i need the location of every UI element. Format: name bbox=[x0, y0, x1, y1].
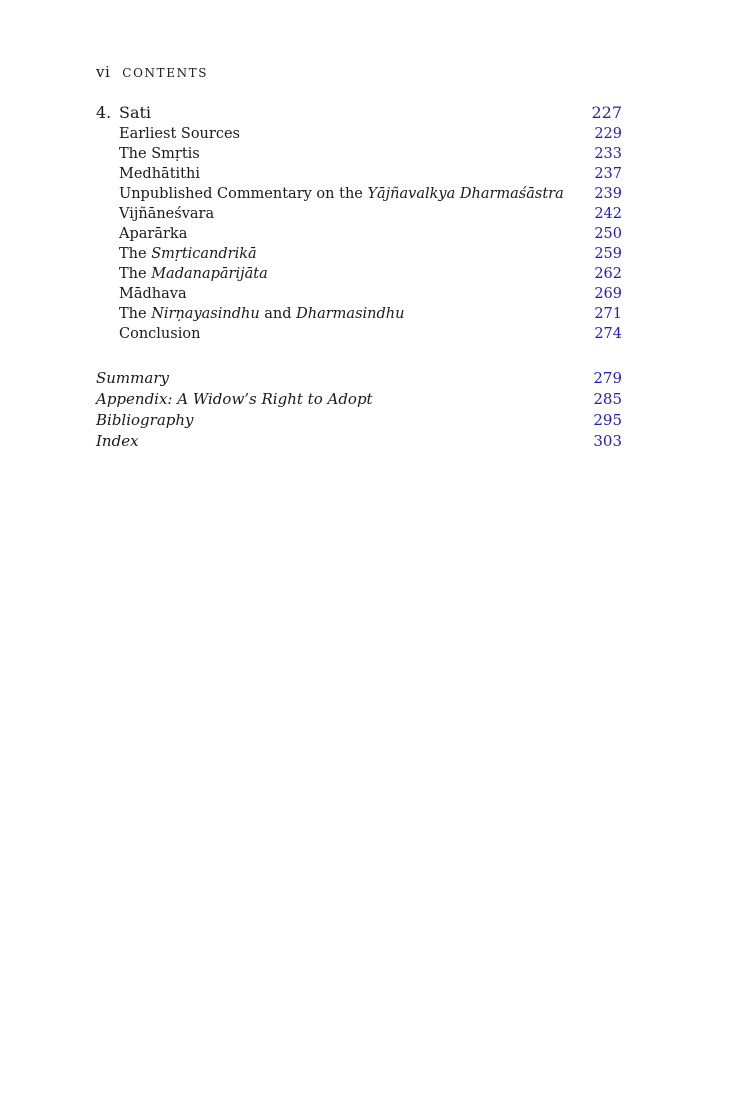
section-title-part: The Smṛtis bbox=[119, 146, 200, 162]
back-matter-title: Appendix: A Widow’s Right to Adopt bbox=[96, 390, 373, 408]
section-title bbox=[119, 146, 200, 162]
toc-section-entry[interactable] bbox=[96, 184, 622, 204]
section-title-italic-part: Yājñavalkya Dharmaśāstra bbox=[367, 186, 564, 202]
toc-back-matter-entry[interactable] bbox=[96, 431, 622, 452]
back-matter-page-link[interactable]: 295 bbox=[593, 411, 622, 429]
section-page-link[interactable]: 274 bbox=[594, 326, 622, 342]
section-title bbox=[119, 206, 214, 222]
section-title bbox=[119, 226, 187, 242]
toc-section-entry[interactable] bbox=[96, 144, 622, 164]
back-matter-title: Summary bbox=[96, 369, 169, 387]
toc-section-entry[interactable] bbox=[96, 164, 622, 184]
chapter-page-link[interactable]: 227 bbox=[591, 103, 622, 122]
toc-section-entry[interactable] bbox=[96, 264, 622, 284]
table-of-contents bbox=[96, 102, 622, 452]
section-page-link[interactable]: 262 bbox=[594, 266, 622, 282]
back-matter-page-link[interactable]: 303 bbox=[593, 432, 622, 450]
section-page-link[interactable]: 259 bbox=[594, 246, 622, 262]
toc-section-entry[interactable] bbox=[96, 204, 622, 224]
section-title bbox=[119, 286, 187, 302]
toc-section-entry[interactable] bbox=[96, 124, 622, 144]
running-head bbox=[96, 63, 208, 82]
section-title-part: The bbox=[119, 246, 152, 262]
section-title bbox=[119, 306, 404, 322]
toc-section-list bbox=[96, 124, 622, 344]
section-page-link[interactable]: 242 bbox=[594, 206, 622, 222]
section-page-link[interactable]: 233 bbox=[594, 146, 622, 162]
section-title-italic-part: Nirṇayasindhu bbox=[151, 306, 260, 322]
toc-section-entry[interactable] bbox=[96, 244, 622, 264]
section-page-link[interactable]: 229 bbox=[594, 126, 622, 142]
section-title bbox=[119, 326, 200, 342]
back-matter-title: Bibliography bbox=[96, 411, 194, 429]
section-title-italic-part: Dharmasindhu bbox=[296, 306, 405, 322]
toc-section-entry[interactable] bbox=[96, 284, 622, 304]
page-folio: vi bbox=[96, 63, 111, 81]
section-title bbox=[119, 186, 564, 202]
toc-back-matter-entry[interactable] bbox=[96, 410, 622, 431]
back-matter-title: Index bbox=[96, 432, 139, 450]
toc-section-entry[interactable] bbox=[96, 324, 622, 344]
section-title-part: Medhātithi bbox=[119, 166, 200, 182]
section-title-part: Earliest Sources bbox=[119, 126, 240, 142]
toc-back-matter-list bbox=[96, 368, 622, 452]
section-title bbox=[119, 266, 268, 282]
running-head-label: CONTENTS bbox=[122, 66, 209, 80]
section-page-link[interactable]: 269 bbox=[594, 286, 622, 302]
toc-section-entry[interactable] bbox=[96, 304, 622, 324]
section-title bbox=[119, 246, 257, 262]
toc-spacer bbox=[96, 344, 622, 368]
section-page-link[interactable]: 237 bbox=[594, 166, 622, 182]
toc-back-matter-entry[interactable] bbox=[96, 389, 622, 410]
section-title-part: The bbox=[119, 266, 152, 282]
section-title bbox=[119, 166, 200, 182]
section-title-part: Unpublished Commentary on the bbox=[119, 186, 368, 202]
section-title-part: Aparārka bbox=[119, 226, 188, 242]
back-matter-page-link[interactable]: 285 bbox=[593, 390, 622, 408]
section-title-part: Conclusion bbox=[119, 326, 201, 342]
section-title-part: Mādhava bbox=[119, 286, 187, 302]
section-title-part: and bbox=[259, 306, 297, 322]
section-title-italic-part: Smṛticandrikā bbox=[151, 246, 257, 262]
section-title bbox=[119, 126, 240, 142]
chapter-number: 4. bbox=[96, 103, 112, 122]
back-matter-page-link[interactable]: 279 bbox=[593, 369, 622, 387]
section-title-italic-part: Madanapārijāta bbox=[151, 266, 268, 282]
section-title-part: The bbox=[119, 306, 152, 322]
chapter-title: Sati bbox=[119, 103, 152, 122]
section-page-link[interactable]: 271 bbox=[594, 306, 622, 322]
section-page-link[interactable]: 250 bbox=[594, 226, 622, 242]
section-title-part: Vijñāneśvara bbox=[119, 206, 215, 222]
toc-section-entry[interactable] bbox=[96, 224, 622, 244]
toc-back-matter-entry[interactable] bbox=[96, 368, 622, 389]
toc-chapter-entry[interactable] bbox=[96, 102, 622, 124]
section-page-link[interactable]: 239 bbox=[594, 186, 622, 202]
